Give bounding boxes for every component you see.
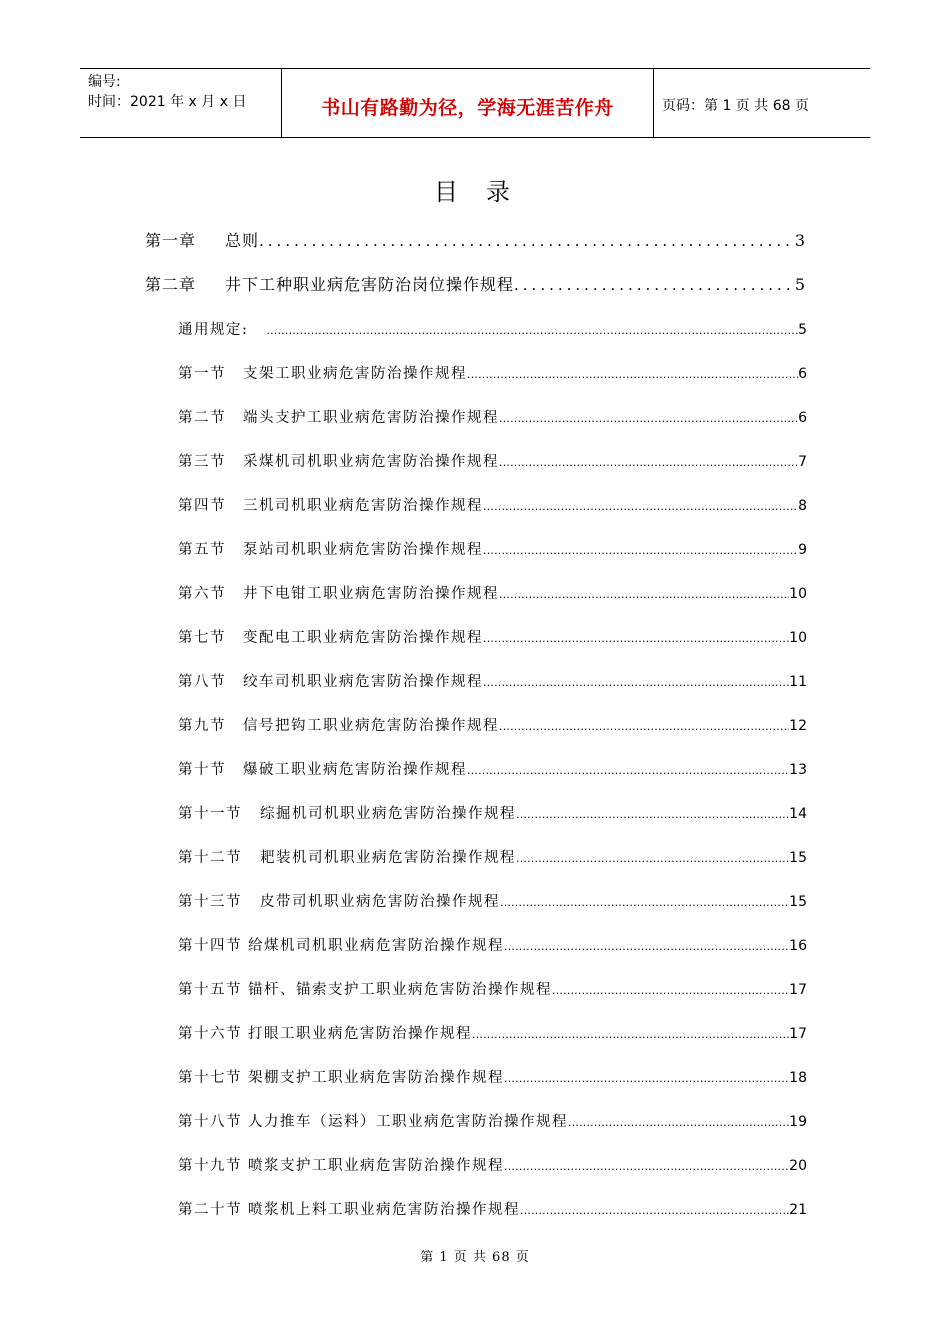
document-number-label: 编号: bbox=[88, 74, 121, 90]
footer-page-number: 第 1 页 共 68 页 bbox=[420, 1250, 530, 1265]
toc-leader-dots bbox=[467, 368, 798, 381]
toc-title-char: 目 bbox=[434, 178, 464, 206]
toc-leader-dots bbox=[516, 852, 789, 865]
toc-entry-title: 绞车司机职业病危害防治操作规程 bbox=[243, 674, 483, 690]
toc-section-entry[interactable] bbox=[178, 1198, 807, 1219]
toc-entry-title: 端头支护工职业病危害防治操作规程 bbox=[243, 410, 499, 426]
toc-entry-title: 锚杆、锚索支护工职业病危害防治操作规程 bbox=[248, 982, 552, 998]
toc-entry-page: 3 bbox=[794, 231, 806, 250]
toc-entry-page: 9 bbox=[798, 542, 807, 558]
document-date: 时间：2021 年 x 月 x 日 bbox=[88, 94, 247, 110]
toc-entry-label: 第十三节 bbox=[178, 894, 242, 910]
toc-entry-page: 5 bbox=[798, 322, 807, 338]
toc-leader-dots bbox=[499, 456, 798, 469]
toc-leader-dots bbox=[259, 232, 795, 250]
toc-entry-label: 第一节 bbox=[178, 366, 226, 382]
toc-entry-page: 17 bbox=[789, 1026, 807, 1042]
toc-entry-label: 第十一节 bbox=[178, 806, 242, 822]
toc-leader-dots bbox=[483, 632, 789, 645]
toc-leader-dots bbox=[499, 588, 789, 601]
toc-entry-page: 6 bbox=[798, 410, 807, 426]
toc-section-entry[interactable] bbox=[178, 362, 807, 383]
toc-entry-label: 第十四节 bbox=[178, 938, 242, 954]
toc-leader-dots bbox=[504, 1160, 789, 1173]
toc-entry-page: 20 bbox=[789, 1158, 807, 1174]
toc-entry-label: 第八节 bbox=[178, 674, 226, 690]
toc-entry-page: 11 bbox=[789, 674, 807, 690]
toc-section-entry[interactable] bbox=[178, 318, 807, 339]
toc-entry-label: 第十节 bbox=[178, 762, 226, 778]
toc-section-entry[interactable] bbox=[178, 934, 807, 955]
toc-entry-title: 人力推车（运料）工职业病危害防治操作规程 bbox=[248, 1114, 568, 1130]
toc-entry-title: 架棚支护工职业病危害防治操作规程 bbox=[248, 1070, 504, 1086]
toc-entry-label: 第三节 bbox=[178, 454, 226, 470]
toc-entry-label: 第五节 bbox=[178, 542, 226, 558]
toc-entry-page: 8 bbox=[798, 498, 807, 514]
toc-entry-page: 13 bbox=[789, 762, 807, 778]
toc-entry-title: 支架工职业病危害防治操作规程 bbox=[243, 366, 467, 382]
toc-entry-label: 第十五节 bbox=[178, 982, 242, 998]
toc-entry-page: 15 bbox=[789, 850, 807, 866]
toc-chapter-entry[interactable] bbox=[145, 228, 806, 251]
toc-entry-page: 21 bbox=[789, 1202, 807, 1218]
toc-entry-page: 10 bbox=[789, 586, 807, 602]
toc-section-entry[interactable] bbox=[178, 582, 807, 603]
toc-title-char: 录 bbox=[486, 178, 516, 206]
toc-section-entry[interactable] bbox=[178, 1110, 807, 1131]
toc-leader-dots bbox=[504, 940, 789, 953]
toc-leader-dots bbox=[499, 720, 789, 733]
toc-section-entry[interactable] bbox=[178, 890, 807, 911]
toc-entry-label: 通用规定: bbox=[178, 322, 249, 338]
toc-entry-title: 综掘机司机职业病危害防治操作规程 bbox=[260, 806, 516, 822]
toc-entry-label: 第一章 bbox=[145, 231, 197, 250]
toc-entry-label: 第十七节 bbox=[178, 1070, 242, 1086]
toc-entry-title: 爆破工职业病危害防治操作规程 bbox=[243, 762, 467, 778]
toc-leader-dots bbox=[499, 412, 798, 425]
toc-section-entry[interactable] bbox=[178, 538, 807, 559]
toc-entry-label: 第十六节 bbox=[178, 1026, 242, 1042]
toc-section-entry[interactable] bbox=[178, 1066, 807, 1087]
header-page-info bbox=[654, 69, 870, 137]
header-meta bbox=[80, 69, 282, 137]
toc-entry-title: 喷浆支护工职业病危害防治操作规程 bbox=[248, 1158, 504, 1174]
toc-leader-dots bbox=[467, 764, 789, 777]
toc-leader-dots bbox=[483, 676, 789, 689]
toc-entry-title: 井下工种职业病危害防治岗位操作规程 bbox=[225, 275, 515, 294]
page-footer bbox=[0, 1246, 950, 1265]
toc-entry-page: 12 bbox=[789, 718, 807, 734]
toc-entry-page: 17 bbox=[789, 982, 807, 998]
toc-entry-title: 打眼工职业病危害防治操作规程 bbox=[248, 1026, 472, 1042]
toc-entry-label: 第十八节 bbox=[178, 1114, 242, 1130]
toc-entry-title: 采煤机司机职业病危害防治操作规程 bbox=[243, 454, 499, 470]
page-header bbox=[80, 68, 870, 138]
motto-text: 书山有路勤为径，学海无涯苦作舟 bbox=[321, 96, 614, 119]
toc-entry-title: 喷浆机上料工职业病危害防治操作规程 bbox=[248, 1202, 520, 1218]
toc-entry-title: 泵站司机职业病危害防治操作规程 bbox=[243, 542, 483, 558]
toc-entry-title: 井下电钳工职业病危害防治操作规程 bbox=[243, 586, 499, 602]
toc-leader-dots bbox=[516, 808, 789, 821]
toc-entry-page: 5 bbox=[794, 275, 806, 294]
toc-section-entry[interactable] bbox=[178, 714, 807, 735]
toc-entry-title: 耙装机司机职业病危害防治操作规程 bbox=[260, 850, 516, 866]
toc-section-entry[interactable] bbox=[178, 758, 807, 779]
toc-entry-label: 第六节 bbox=[178, 586, 226, 602]
toc-entry-title: 皮带司机职业病危害防治操作规程 bbox=[260, 894, 500, 910]
toc-section-entry[interactable] bbox=[178, 626, 807, 647]
toc-section-entry[interactable] bbox=[178, 494, 807, 515]
toc-leader-dots bbox=[514, 276, 795, 294]
toc-entry-page: 16 bbox=[789, 938, 807, 954]
toc-section-entry[interactable] bbox=[178, 406, 807, 427]
toc-entry-page: 7 bbox=[798, 454, 807, 470]
toc-leader-dots bbox=[483, 544, 798, 557]
toc-entry-title: 总则 bbox=[225, 231, 260, 250]
toc-entry-page: 14 bbox=[789, 806, 807, 822]
toc-entry-page: 10 bbox=[789, 630, 807, 646]
toc-entry-title: 变配电工职业病危害防治操作规程 bbox=[243, 630, 483, 646]
toc-entry-label: 第二十节 bbox=[178, 1202, 242, 1218]
toc-section-entry[interactable] bbox=[178, 846, 807, 867]
toc-section-entry[interactable] bbox=[178, 670, 807, 691]
toc-entry-page: 18 bbox=[789, 1070, 807, 1086]
toc-chapter-entry[interactable] bbox=[145, 272, 806, 295]
toc-entry-label: 第二章 bbox=[145, 275, 197, 294]
toc-entry-title: 给煤机司机职业病危害防治操作规程 bbox=[248, 938, 504, 954]
toc-section-entry[interactable] bbox=[178, 1022, 807, 1043]
toc-entry-label: 第十九节 bbox=[178, 1158, 242, 1174]
toc-entry-label: 第十二节 bbox=[178, 850, 242, 866]
toc-entry-page: 19 bbox=[789, 1114, 807, 1130]
toc-leader-dots bbox=[552, 984, 789, 997]
toc-entry-title: 信号把钩工职业病危害防治操作规程 bbox=[243, 718, 499, 734]
toc-entry-title: 三机司机职业病危害防治操作规程 bbox=[243, 498, 483, 514]
toc-leader-dots bbox=[500, 896, 789, 909]
toc-leader-dots bbox=[568, 1116, 789, 1129]
header-motto bbox=[282, 69, 654, 137]
toc-leader-dots bbox=[504, 1072, 789, 1085]
toc-leader-dots bbox=[520, 1204, 789, 1217]
toc-entry-label: 第九节 bbox=[178, 718, 226, 734]
toc-leader-dots bbox=[483, 500, 798, 513]
toc-leader-dots bbox=[266, 324, 798, 337]
page-info-text: 页码：第 1 页 共 68 页 bbox=[662, 98, 809, 114]
toc-title bbox=[0, 172, 950, 207]
toc-section-entry[interactable] bbox=[178, 1154, 807, 1175]
toc-section-entry[interactable] bbox=[178, 978, 807, 999]
toc-entry-label: 第七节 bbox=[178, 630, 226, 646]
toc-leader-dots bbox=[472, 1028, 789, 1041]
toc-entry-page: 6 bbox=[798, 366, 807, 382]
toc-entry-page: 15 bbox=[789, 894, 807, 910]
toc-entry-label: 第四节 bbox=[178, 498, 226, 514]
toc-entry-label: 第二节 bbox=[178, 410, 226, 426]
toc-section-entry[interactable] bbox=[178, 450, 807, 471]
toc-section-entry[interactable] bbox=[178, 802, 807, 823]
